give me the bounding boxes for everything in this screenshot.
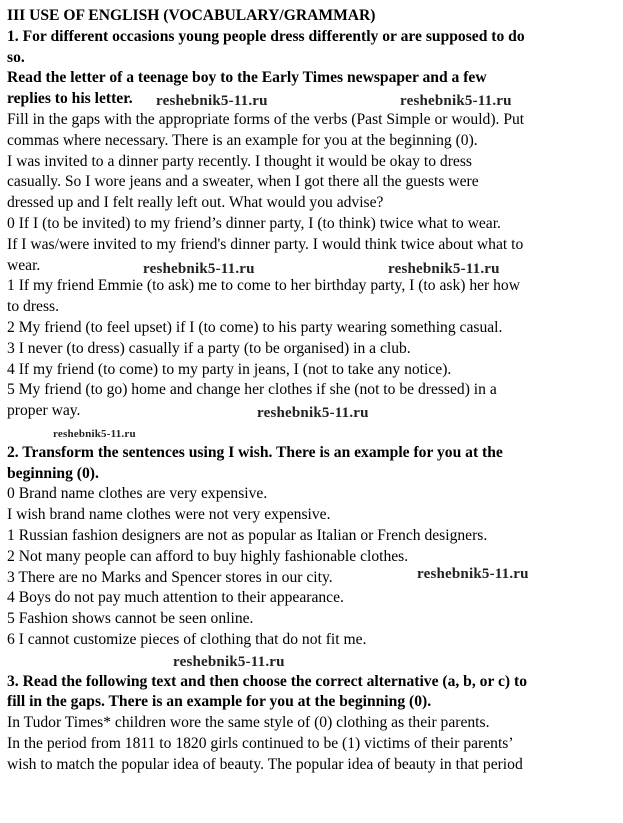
task2-item3: 3 There are no Marks and Spencer stores in our city. xyxy=(7,568,333,586)
task1-example: 0 If I (to be invited) to my friend’s dinner party, I (to think) twice what to wear. xyxy=(7,214,501,232)
task3-text-line3: wish to match the popular idea of beauty. The popular idea of beauty in that period xyxy=(7,755,523,773)
task1-item5-line1: 5 My friend (to go) home and change her clothes if she (not to be dressed) in a xyxy=(7,381,497,399)
task2-heading-line1: 2. Transform the sentences using I wish. There is an example for you at the xyxy=(7,443,503,461)
task1-item5-line2: proper way. xyxy=(7,402,81,420)
watermark: reshebnik5-11.ru xyxy=(173,654,285,670)
watermark: reshebnik5-11.ru xyxy=(156,93,268,109)
task1-instruction-line1: Fill in the gaps with the appropriate forms of the verbs (Past Simple or would). Put xyxy=(7,110,525,128)
task3-heading-line1: 3. Read the following text and then choose the correct alternative (a, b, or c) to xyxy=(7,672,527,690)
task2-item2: 2 Not many people can afford to buy highly fashionable clothes. xyxy=(7,547,409,565)
task2-item6: 6 I cannot customize pieces of clothing that do not fit me. xyxy=(7,630,367,648)
task2-item5: 5 Fashion shows cannot be seen online. xyxy=(7,610,254,628)
task1-instruction-line2: commas where necessary. There is an example for you at the beginning (0). xyxy=(7,131,478,149)
task1-item4: 4 If my friend (to come) to my party in jeans, I (not to take any notice). xyxy=(7,360,452,378)
watermark: reshebnik5-11.ru xyxy=(400,93,512,109)
task3-text-line2: In the period from 1811 to 1820 girls continued to be (1) victims of their parents’ xyxy=(7,734,514,752)
letter-line1: I was invited to a dinner party recently. I thought it would be okay to dress xyxy=(7,152,472,170)
task1-item1-line1: 1 If my friend Emmie (to ask) me to come to her birthday party, I (to ask) her how xyxy=(7,277,520,295)
task1-example-answer-line2: wear. xyxy=(7,256,41,274)
worksheet-page xyxy=(7,6,613,775)
task1-example-answer-line1: If I was/were invited to my friend's dinner party. I would think twice about what to xyxy=(7,235,524,253)
task1-item3: 3 I never (to dress) casually if a party (to be organised) in a club. xyxy=(7,339,411,357)
watermark: reshebnik5-11.ru xyxy=(417,566,529,582)
watermark: reshebnik5-11.ru xyxy=(143,261,255,277)
task1-heading-line4: replies to his letter. xyxy=(7,90,133,108)
watermark: reshebnik5-11.ru xyxy=(257,405,369,421)
task2-example-answer: I wish brand name clothes were not very expensive. xyxy=(7,506,331,524)
task2-item1: 1 Russian fashion designers are not as popular as Italian or French designers. xyxy=(7,526,488,544)
task2-heading-line2: beginning (0). xyxy=(7,464,99,482)
watermark: reshebnik5-11.ru xyxy=(388,261,500,277)
task1-heading-line3: Read the letter of a teenage boy to the Early Times newspaper and a few xyxy=(7,69,487,87)
task1-heading-line2: so. xyxy=(7,48,25,66)
watermark-small: reshebnik5-11.ru xyxy=(53,428,136,440)
task1-item2: 2 My friend (to feel upset) if I (to come) to his party wearing something casual. xyxy=(7,318,503,336)
spacer xyxy=(7,651,613,672)
letter-line2: casually. So I wore jeans and a sweater, when I got there all the guests were xyxy=(7,173,479,191)
task1-item1-line2: to dress. xyxy=(7,298,59,316)
task1-heading-line1: 1. For different occasions young people dress differently or are supposed to do xyxy=(7,27,525,45)
task3-heading-line2: fill in the gaps. There is an example for you at the beginning (0). xyxy=(7,693,432,711)
section-title: III USE OF ENGLISH (VOCABULARY/GRAMMAR) xyxy=(7,7,376,24)
task2-example: 0 Brand name clothes are very expensive. xyxy=(7,485,268,503)
task2-item4: 4 Boys do not pay much attention to their appearance. xyxy=(7,589,344,607)
task3-text-line1: In Tudor Times* children wore the same style of (0) clothing as their parents. xyxy=(7,714,490,732)
letter-line3: dressed up and I felt really left out. What would you advise? xyxy=(7,194,384,212)
